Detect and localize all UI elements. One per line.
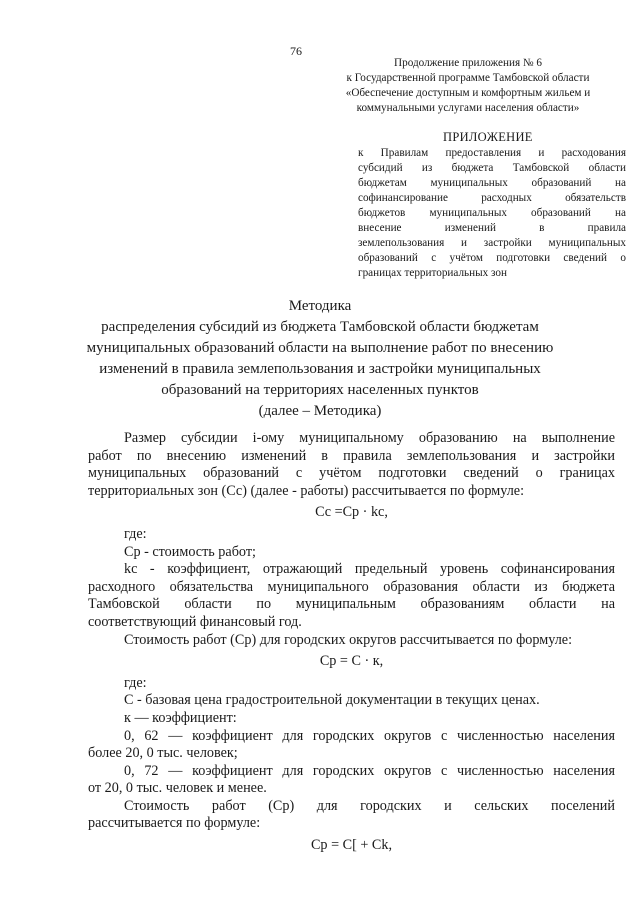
definition-k: к — коэффициент:: [124, 709, 237, 726]
definition-c: С - базовая цена градостроительной документации в текущих ценах.: [124, 692, 540, 709]
text-line: соответствующий финансовый год.: [88, 613, 302, 630]
coefficient-072: [88, 763, 615, 798]
coefficient-062: [88, 728, 615, 763]
text-line: kс - коэффициент, отражающий предельный уровень софинансирования: [124, 561, 615, 578]
definition-kc: [88, 561, 615, 631]
text-line: 0, 72 — коэффициент для городских округов с численностью населения: [124, 762, 615, 779]
text-line: работ по внесению изменений в правила землепользования и застройки: [88, 447, 615, 464]
where-label: где:: [124, 674, 147, 691]
appendix-line: границах территориальных зон: [358, 267, 507, 279]
paragraph-settlements: [88, 798, 615, 833]
methodology-title: [60, 296, 580, 422]
methodology-title-line: муниципальных образований области на выполнение работ по внесению: [86, 340, 554, 356]
appendix-line: субсидий из бюджета Тамбовской области: [358, 162, 626, 174]
appendix-line: к Правилам предоставления и расходования: [358, 147, 626, 159]
text-line: 0, 62 — коэффициент для городских округов с численностью населения: [124, 727, 615, 744]
appendix-line: внесение изменений в правила: [358, 222, 626, 234]
appendix-line: бюджетов муниципальных образований на: [358, 207, 626, 219]
header-line: Продолжение приложения № 6: [394, 57, 542, 69]
methodology-title-line: распределения субсидий из бюджета Тамбовской области бюджетам: [101, 319, 539, 335]
text-line: более 20, 0 тыс. человек;: [88, 745, 238, 762]
text-line: рассчитывается по формуле:: [88, 815, 261, 832]
methodology-title-line: Методика: [288, 298, 352, 314]
appendix-line: образований с учётом подготовки сведений о: [358, 252, 626, 264]
header-line: к Государственной программе Тамбовской области: [346, 72, 590, 84]
text-line: расходного обязательства муниципального образования области из бюджета: [88, 578, 615, 595]
header-line: коммунальными услугами населения области»: [356, 102, 580, 114]
formula-cp-city: Ср = С · к,: [319, 653, 384, 670]
page-number: 76: [290, 44, 302, 58]
methodology-title-line: изменений в правила землепользования и застройки муниципальных: [99, 361, 541, 377]
text-line: муниципальных образований с учётом подготовки сведений о границах: [88, 465, 615, 482]
paragraph-subsidy-size: [88, 430, 615, 500]
text-line: Размер субсидии i-ому муниципальному образованию на выполнение: [124, 430, 615, 446]
header-line: «Обеспечение доступным и комфортным жильем и: [345, 87, 591, 99]
appendix-line: бюджетам муниципальных образований на: [358, 177, 626, 189]
appendix-line: софинансирование расходных обязательств: [358, 192, 626, 204]
methodology-body: [88, 430, 615, 859]
methodology-title-line: образований на территориях населенных пунктов: [161, 382, 479, 398]
appendix-continuation-header: [318, 56, 618, 116]
text-line: территориальных зон (Сс) (далее - работы) рассчитывается по формуле:: [88, 482, 525, 499]
paragraph-city-districts: Стоимость работ (Ср) для городских округов рассчитывается по формуле:: [124, 631, 573, 648]
appendix-title: ПРИЛОЖЕНИЕ: [443, 130, 533, 144]
text-line: Стоимость работ (Ср) для городских и сельских поселений: [124, 797, 615, 814]
formula-cp-settlements: Ср = С[ + Ck,: [310, 837, 393, 854]
formula-cc: Сс =Ср · kс,: [315, 504, 388, 521]
appendix-line: землепользования и застройки муниципальных: [358, 237, 626, 249]
text-line: от 20, 0 тыс. человек и менее.: [88, 780, 267, 797]
appendix-description: [358, 146, 626, 281]
definition-cp: Ср - стоимость работ;: [124, 543, 256, 560]
where-label: где:: [124, 525, 147, 542]
methodology-title-line: (далее – Методика): [258, 403, 382, 419]
text-line: Тамбовской области по муниципальным образованиям области на: [88, 596, 615, 613]
